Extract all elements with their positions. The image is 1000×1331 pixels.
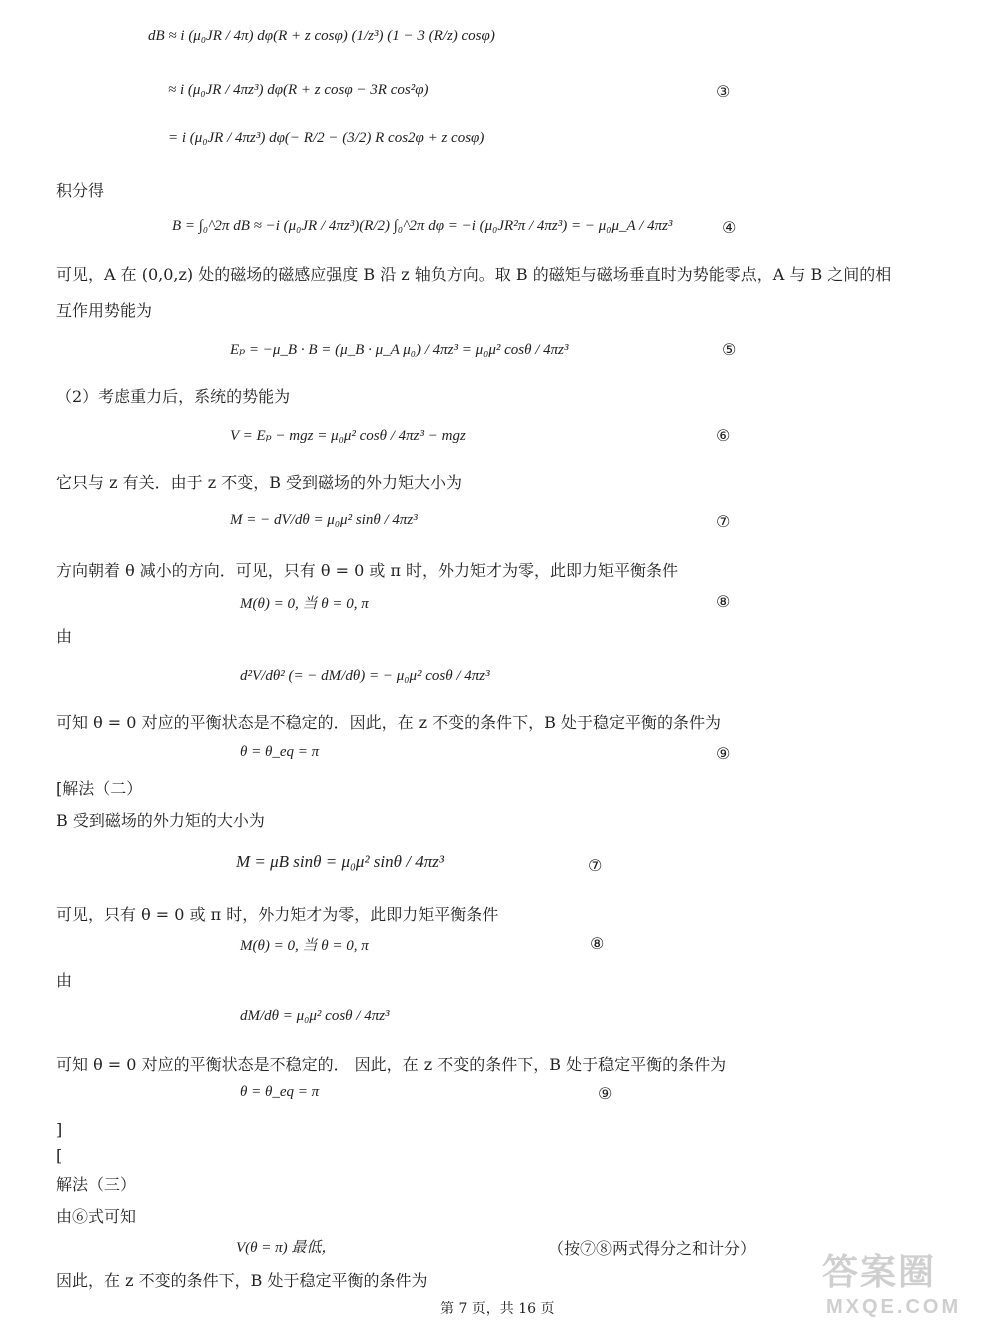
method2-equation-number-9: ⑨ bbox=[598, 1084, 613, 1103]
integrate-label: 积分得 bbox=[56, 181, 105, 200]
equation-potential-energy: Eₚ = −μ_B · B = (μ_B · μ_A μ₀) / 4πz³ = μ₀μ² cosθ / 4πz³ bbox=[230, 342, 569, 358]
equation-db-cos2phi: = i (μ₀JR / 4πz³) dφ(− R/2 − (3/2) R cos2φ + z cosφ) bbox=[168, 130, 485, 146]
method2-equation-dm: dM/dθ = μ₀μ² cosθ / 4πz³ bbox=[240, 1008, 390, 1024]
method2-equation-torque: M = μB sinθ = μ₀μ² sinθ / 4πz³ bbox=[236, 852, 444, 871]
method3-open-bracket: [ bbox=[56, 1146, 63, 1165]
method2-line1: B 受到磁场的外力矩的大小为 bbox=[56, 811, 265, 830]
method3-line1: 由⑥式可知 bbox=[56, 1207, 137, 1226]
watermark-logo: 答案圈 bbox=[822, 1251, 937, 1292]
paragraph-field-direction-line1: 可见，A 在 (0,0,z) 处的磁场的磁感应强度 B 沿 z 轴负方向。取 B 的磁矩与磁场垂直时为势能零点，A 与 B 之间的相 bbox=[56, 265, 892, 284]
equation-torque: M = − dV/dθ = μ₀μ² sinθ / 4πz³ bbox=[230, 512, 418, 528]
method2-line2: 可见，只有 θ = 0 或 π 时，外力矩才为零，此即力矩平衡条件 bbox=[56, 905, 499, 924]
label-you: 由 bbox=[56, 627, 73, 646]
method3-equation-vmin: V(θ = π) 最低， bbox=[236, 1240, 337, 1256]
page-footer: 第 7 页，共 16 页 bbox=[440, 1301, 555, 1317]
method2-label-you: 由 bbox=[56, 971, 73, 990]
paragraph-stability: 可知 θ = 0 对应的平衡状态是不稳定的．因此，在 z 不变的条件下，B 处于稳定平衡的条件为 bbox=[56, 713, 722, 732]
part2-heading: （2）考虑重力后，系统的势能为 bbox=[56, 387, 291, 406]
equation-number-9: ⑨ bbox=[716, 744, 731, 763]
watermark-url: MXQE.COM bbox=[826, 1296, 962, 1318]
method2-line3: 可知 θ = 0 对应的平衡状态是不稳定的． 因此，在 z 不变的条件下，B 处于稳定平衡的条件为 bbox=[56, 1055, 727, 1074]
paragraph-torque-direction: 方向朝着 θ 减小的方向．可见，只有 θ = 0 或 π 时，外力矩才为零，此即力矩平衡条件 bbox=[56, 561, 679, 580]
equation-number-6: ⑥ bbox=[716, 426, 731, 445]
equation-db-simplified: ≈ i (μ₀JR / 4πz³) dφ(R + z cosφ − 3R cos²φ) bbox=[168, 82, 429, 98]
equation-b-integral: B = ∫₀^2π dB ≈ −i (μ₀JR / 4πz³)(R/2) ∫₀^2π dφ = −i (μ₀JR²π / 4πz³) = − μ₀μ_A / 4πz³ bbox=[172, 218, 673, 234]
equation-db-expansion: dB ≈ i (μ₀JR / 4π) dφ(R + z cosφ) (1/z³) (1 − 3 (R/z) cosφ) bbox=[148, 28, 495, 44]
method2-heading: [解法（二） bbox=[56, 779, 143, 798]
equation-second-derivative: d²V/dθ² (= − dM/dθ) = − μ₀μ² cosθ / 4πz³ bbox=[240, 668, 490, 684]
equation-total-potential: V = Eₚ − mgz = μ₀μ² cosθ / 4πz³ − mgz bbox=[230, 428, 466, 444]
equation-equilibrium: θ = θ_eq = π bbox=[240, 744, 320, 760]
paragraph-torque-intro: 它只与 z 有关．由于 z 不变，B 受到磁场的外力矩大小为 bbox=[56, 473, 463, 492]
paragraph-field-direction-line2: 互作用势能为 bbox=[56, 301, 153, 320]
equation-number-7: ⑦ bbox=[716, 512, 731, 531]
equation-number-4: ④ bbox=[722, 218, 737, 237]
equation-number-5: ⑤ bbox=[722, 340, 737, 359]
equation-number-3: ③ bbox=[716, 82, 731, 101]
method3-line2: 因此，在 z 不变的条件下，B 处于稳定平衡的条件为 bbox=[56, 1271, 428, 1290]
method2-equation-number-7: ⑦ bbox=[588, 856, 603, 875]
method2-equation-number-8: ⑧ bbox=[590, 934, 605, 953]
method2-equation-balance: M(θ) = 0, 当 θ = 0, π bbox=[240, 938, 369, 954]
method2-close-bracket: ] bbox=[56, 1120, 63, 1139]
method2-equation-equilibrium: θ = θ_eq = π bbox=[240, 1084, 320, 1100]
equation-balance-condition: M(θ) = 0, 当 θ = 0, π bbox=[240, 596, 369, 612]
method3-heading: 解法（三） bbox=[56, 1175, 137, 1194]
method3-score-note: （按⑦⑧两式得分之和计分） bbox=[548, 1239, 757, 1258]
equation-number-8: ⑧ bbox=[716, 592, 731, 611]
